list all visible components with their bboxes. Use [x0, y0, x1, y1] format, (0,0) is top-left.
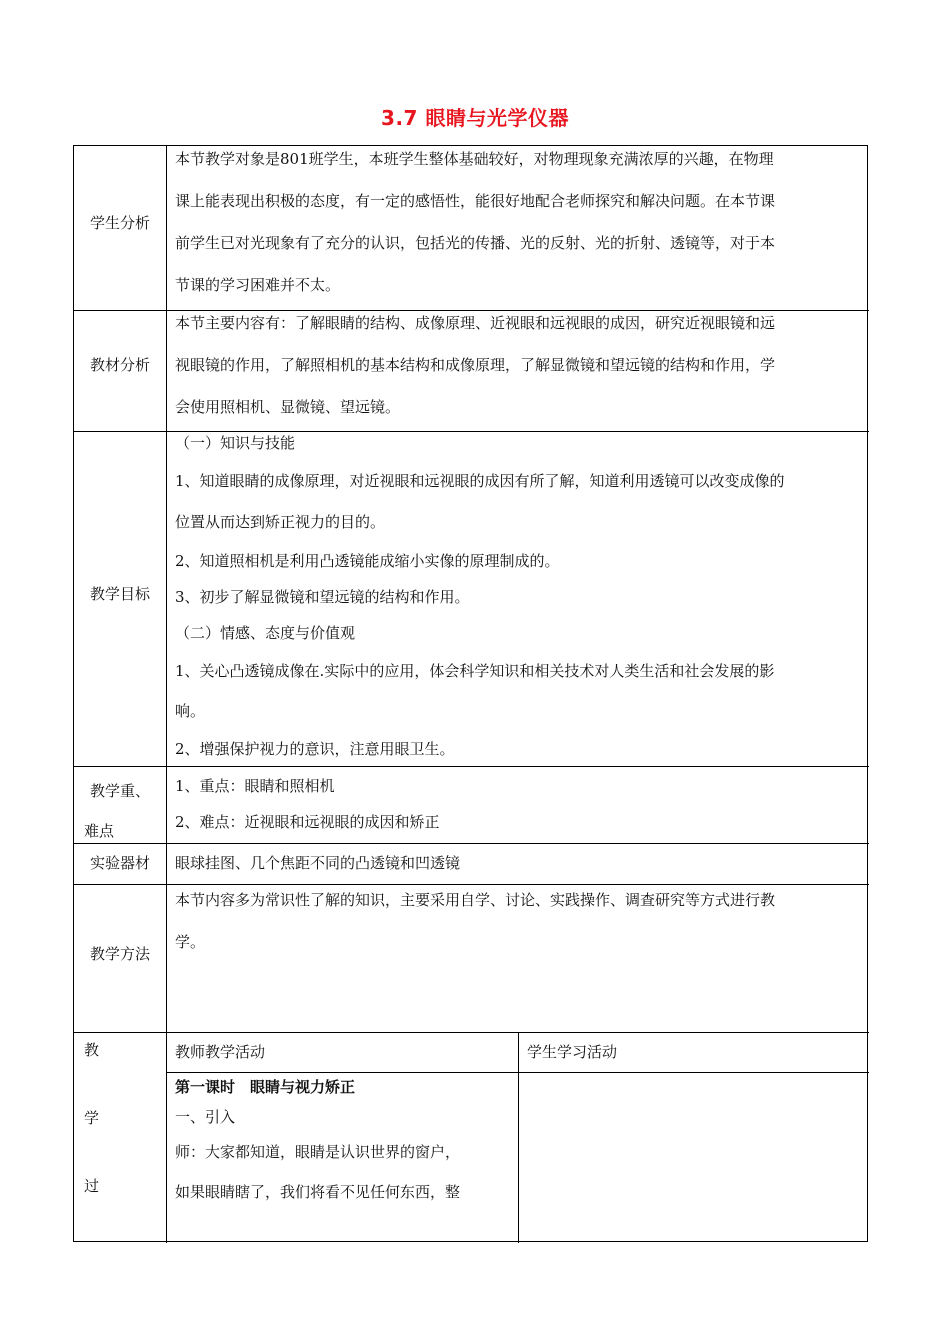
process-label-char: 教 [84, 1041, 100, 1059]
material-analysis-label: 教材分析 [89, 356, 150, 374]
student-analysis-label: 学生分析 [89, 214, 150, 232]
text-line: 1、关心凸透镜成像在.实际中的应用，体会科学知识和相关技术对人类生活和社会发展的影 [175, 662, 775, 680]
student-analysis-text [175, 138, 865, 306]
lesson-plan-table [73, 145, 868, 1242]
text-line: 本节内容多为常识性了解的知识，主要采用自学、讨论、实践操作、调查研究等方式进行教 [175, 891, 776, 909]
equipment-text: 眼球挂图、几个焦距不同的凸透镜和凹透镜 [175, 854, 461, 872]
student-activity-content [519, 1073, 868, 1242]
process-label-char: 过 [84, 1177, 100, 1195]
text-line: 1、知道眼睛的成像原理，对近视眼和远视眼的成因有所了解，知道利用透镜可以改变成像的 [175, 472, 785, 490]
text-line: 视眼镜的作用，了解照相机的基本结构和成像原理，了解显微镜和望远镜的结构和作用，学 [175, 356, 776, 374]
page-title: 3.7 眼睛与光学仪器 [381, 106, 569, 130]
equipment-label: 实验器材 [89, 854, 150, 872]
text-line: 课上能表现出积极的态度，有一定的感悟性，能很好地配合老师探究和解决问题。在本节课 [175, 192, 776, 210]
text-line: 1、重点：眼睛和照相机 [175, 777, 335, 795]
text-line: 如果眼睛瞎了，我们将看不见任何东西，整 [175, 1183, 461, 1201]
teaching-method-label: 教学方法 [89, 945, 150, 963]
column-divider [166, 146, 167, 1243]
teaching-goals-label: 教学目标 [89, 585, 150, 603]
key-points-label [74, 771, 166, 851]
text-line: 3、初步了解显微镜和望远镜的结构和作用。 [175, 588, 470, 606]
key-points-text [175, 768, 865, 840]
lesson-title: 第一课时 眼睛与视力矫正 [175, 1078, 356, 1096]
teaching-process-label [74, 1039, 124, 1196]
teaching-method-text [175, 879, 865, 963]
material-analysis-text [175, 302, 865, 428]
key-points-label-line: 教学重、 [89, 782, 150, 800]
student-activity-header: 学生学习活动 [527, 1043, 618, 1061]
text-line: 本节主要内容有：了解眼睛的结构、成像原理、近视眼和远视眼的成因，研究近视眼镜和远 [175, 314, 776, 332]
text-line: 2、难点：近视眼和远视眼的成因和矫正 [175, 813, 440, 831]
text-line: 会使用照相机、显微镜、望远镜。 [175, 398, 401, 416]
process-label-char: 学 [84, 1109, 100, 1127]
text-line: 位置从而达到矫正视力的目的。 [175, 513, 386, 531]
text-line: （一）知识与技能 [175, 434, 296, 452]
text-line: 学。 [175, 933, 206, 951]
text-line: 节课的学习困难并不太。 [175, 276, 341, 294]
text-line: 本节教学对象是801班学生，本班学生整体基础较好，对物理现象充满浓厚的兴趣，在物理 [175, 150, 774, 168]
teacher-activity-header: 教师教学活动 [175, 1043, 266, 1061]
text-line: 一、引入 [175, 1108, 236, 1126]
text-line: 师：大家都知道，眼睛是认识世界的窗户， [175, 1143, 461, 1161]
teaching-goals-text [175, 425, 865, 767]
text-line: 响。 [175, 702, 206, 720]
text-line: （二）情感、态度与价值观 [175, 624, 356, 642]
key-points-label-line: 难点 [84, 822, 115, 840]
text-line: 2、增强保护视力的意识，注意用眼卫生。 [175, 740, 455, 758]
text-line: 前学生已对光现象有了充分的认识，包括光的传播、光的反射、光的折射、透镜等，对于本 [175, 234, 776, 252]
teacher-activity-content [175, 1072, 515, 1212]
text-line: 2、知道照相机是利用凸透镜能成缩小实像的原理制成的。 [175, 552, 560, 570]
